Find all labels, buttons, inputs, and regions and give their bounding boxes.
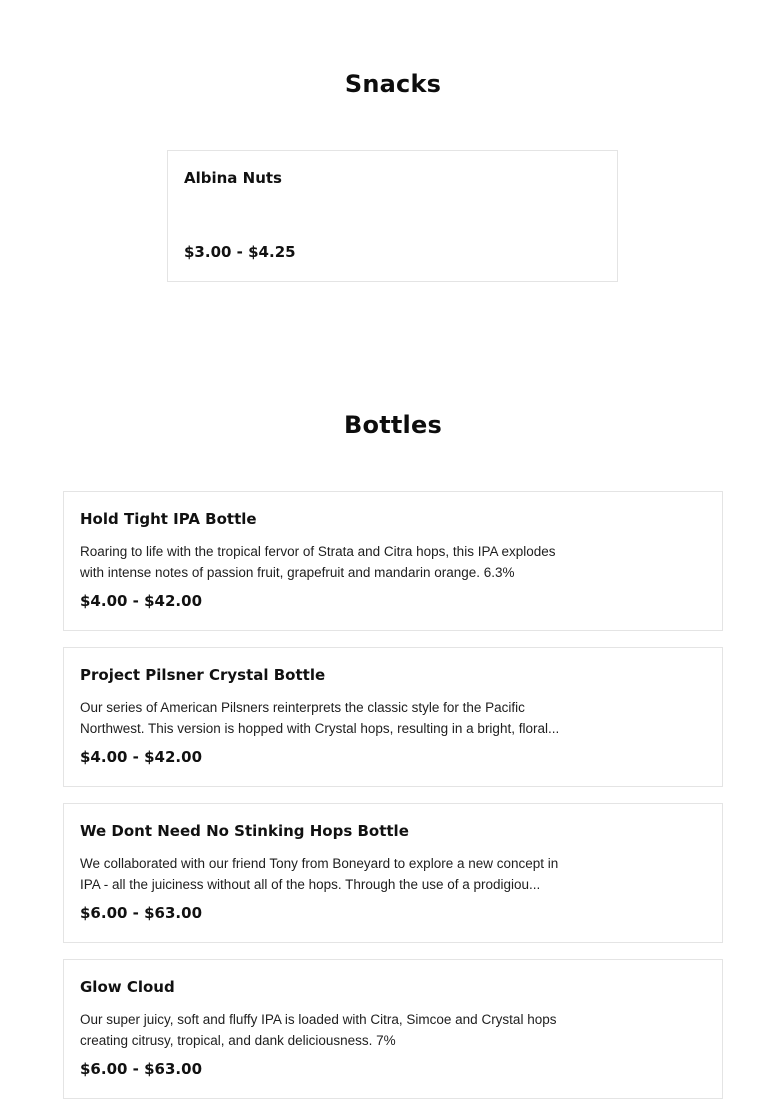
menu-item-name: Albina Nuts xyxy=(184,169,282,187)
menu-item-description: Our super juicy, soft and fluffy IPA is loaded with Citra, Simcoe and Crystal hops creating citrusy, tropical, and dank deliciousness. 7% xyxy=(80,1012,557,1048)
menu-item-card-hold-tight-ipa-bottle[interactable] xyxy=(63,491,723,631)
menu-item-description: We collaborated with our friend Tony from Boneyard to explore a new concept in IPA - all the juiciness without all of the hops. Through the use of a prodigiou... xyxy=(80,856,559,892)
section-title-bottles: Bottles xyxy=(344,411,442,439)
menu-item-name: Project Pilsner Crystal Bottle xyxy=(80,666,326,684)
menu-item-price: $3.00 - $4.25 xyxy=(184,243,296,261)
menu-item-price: $6.00 - $63.00 xyxy=(80,904,202,922)
menu-item-card-glow-cloud[interactable] xyxy=(63,959,723,1099)
menu-item-price: $6.00 - $63.00 xyxy=(80,1060,202,1078)
menu-item-price: $4.00 - $42.00 xyxy=(80,592,202,610)
section-title-snacks: Snacks xyxy=(344,70,442,98)
menu-item-description: Our series of American Pilsners reinterprets the classic style for the Pacific Northwest. This version is hopped with Crystal hops, resulting in a bright, floral... xyxy=(80,700,560,736)
menu-item-name: Hold Tight IPA Bottle xyxy=(80,510,257,528)
menu-item-card-albina-nuts[interactable] xyxy=(167,150,618,282)
menu-item-card-project-pilsner-crystal-bottle[interactable] xyxy=(63,647,723,787)
menu-item-price: $4.00 - $42.00 xyxy=(80,748,202,766)
menu-item-card-we-dont-need-no-stinking-hops-bottle[interactable] xyxy=(63,803,723,943)
menu-item-description: Roaring to life with the tropical fervor of Strata and Citra hops, this IPA explodes with intense notes of passion fruit, grapefruit and mandarin orange. 6.3% xyxy=(80,544,556,580)
menu-item-name: Glow Cloud xyxy=(80,978,175,996)
menu-item-name: We Dont Need No Stinking Hops Bottle xyxy=(80,822,409,840)
